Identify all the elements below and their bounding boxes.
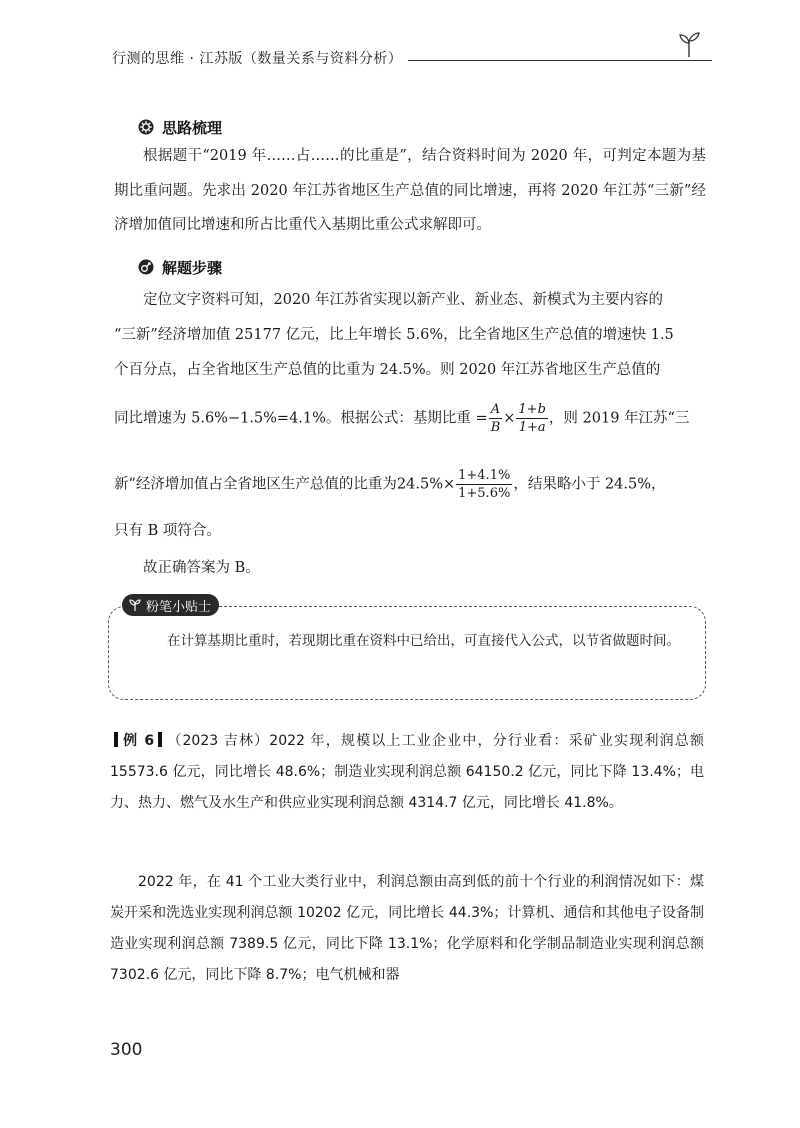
section-heading-text: 思路梳理 [162, 118, 223, 137]
example-text: （2023 吉林）2022 年，规模以上工业企业中，分行业看：采矿业实现利润总额 15573.6 亿元，同比增长 48.6%；制造业实现利润总额 64150.2 亿元，同比下降 13.4%；电力、热力、燃气及水生产和供应业实现利润总额 4314.7 亿元，同比增长 41.8%。 [110, 733, 704, 811]
calc-text-post: ，结果略小于 24.5%， [513, 476, 666, 493]
leaf-icon [128, 598, 142, 612]
steps-line-1: 定位文字资料可知，2020 年江苏省实现以新产业、新业态、新模式为主要内容的 [143, 292, 664, 308]
bracket-bar-icon [114, 732, 118, 747]
bracket-bar-icon [158, 732, 162, 747]
header-rule [408, 60, 712, 61]
page-number: 300 [110, 1040, 143, 1060]
section-heading-text: 解题步骤 [162, 258, 223, 277]
fraction-denominator: 1+5.6% [458, 486, 511, 501]
fraction-growth [516, 402, 548, 435]
fraction-denominator: 1+a [518, 420, 546, 435]
fraction-a-over-b [489, 402, 503, 435]
formula-text-post: ，则 2019 年江苏“三 [548, 410, 690, 427]
section-heading-thinking [138, 116, 222, 138]
section-heading-steps [138, 256, 222, 278]
formula-line [114, 402, 706, 435]
fraction-denominator: B [490, 420, 501, 435]
sprout-icon [676, 30, 702, 58]
formula-text-pre: 同比增速为 5.6%−1.5%=4.1%。根据公式：基期比重 = [114, 410, 488, 427]
steps-icon [138, 259, 154, 275]
fraction-calc [456, 468, 512, 501]
page-header [112, 46, 712, 70]
fraction-numerator: 1+4.1% [458, 468, 511, 483]
result-line: 只有 B 项符合。 [114, 523, 221, 539]
calc-text-pre: 新”经济增加值占全省地区生产总值的比重为24.5%× [114, 476, 456, 493]
answer-line: 故正确答案为 B。 [143, 560, 260, 576]
tip-label [122, 594, 219, 616]
example-paragraph [110, 726, 704, 819]
header-title: 行测的思维 · 江苏版（数量关系与资料分析） [112, 51, 403, 67]
example-label: 例 6 [122, 733, 155, 749]
steps-line-3: 个百分点，占全省地区生产总值的比重为 24.5%。则 2020 年江苏省地区生产总值的 [114, 362, 661, 378]
times-sign: × [503, 410, 516, 427]
calc-line [114, 468, 706, 501]
fraction-numerator: A [490, 402, 501, 417]
example-paragraph-2: 2022 年，在 41 个工业大类行业中，利润总额由高到低的前十个行业的利润情况如下：煤炭开采和洗选业实现利润总额 10202 亿元，同比增长 44.3%；计算机、通信和其他电子设备制造业实现利润总额 7389.5 亿元，同比下降 13.1%；化学原料和化学制品制造业实现利润总额 7302.6 亿元，同比下降 8.7%；电气机械和器 [110, 874, 704, 983]
fraction-numerator: 1+b [518, 402, 546, 417]
steps-line-2: “三新”经济增加值 25177 亿元，比上年增长 5.6%，比全省地区生产总值的增速快 1.5 [114, 327, 674, 343]
tip-label-text: 粉笔小贴士 [146, 599, 212, 615]
tip-text: 在计算基期比重时，若现期比重在资料中已给出，可直接代入公式，以节省做题时间。 [167, 633, 680, 649]
gear-icon [138, 119, 154, 135]
thinking-paragraph: 根据题干“2019 年……占……的比重是”，结合资料时间为 2020 年，可判定本题为基期比重问题。先求出 2020 年江苏省地区生产总值的同比增速，再将 2020 年江苏“三新”经济增加值同比增速和所占比重代入基期比重公式求解即可。 [114, 148, 706, 233]
